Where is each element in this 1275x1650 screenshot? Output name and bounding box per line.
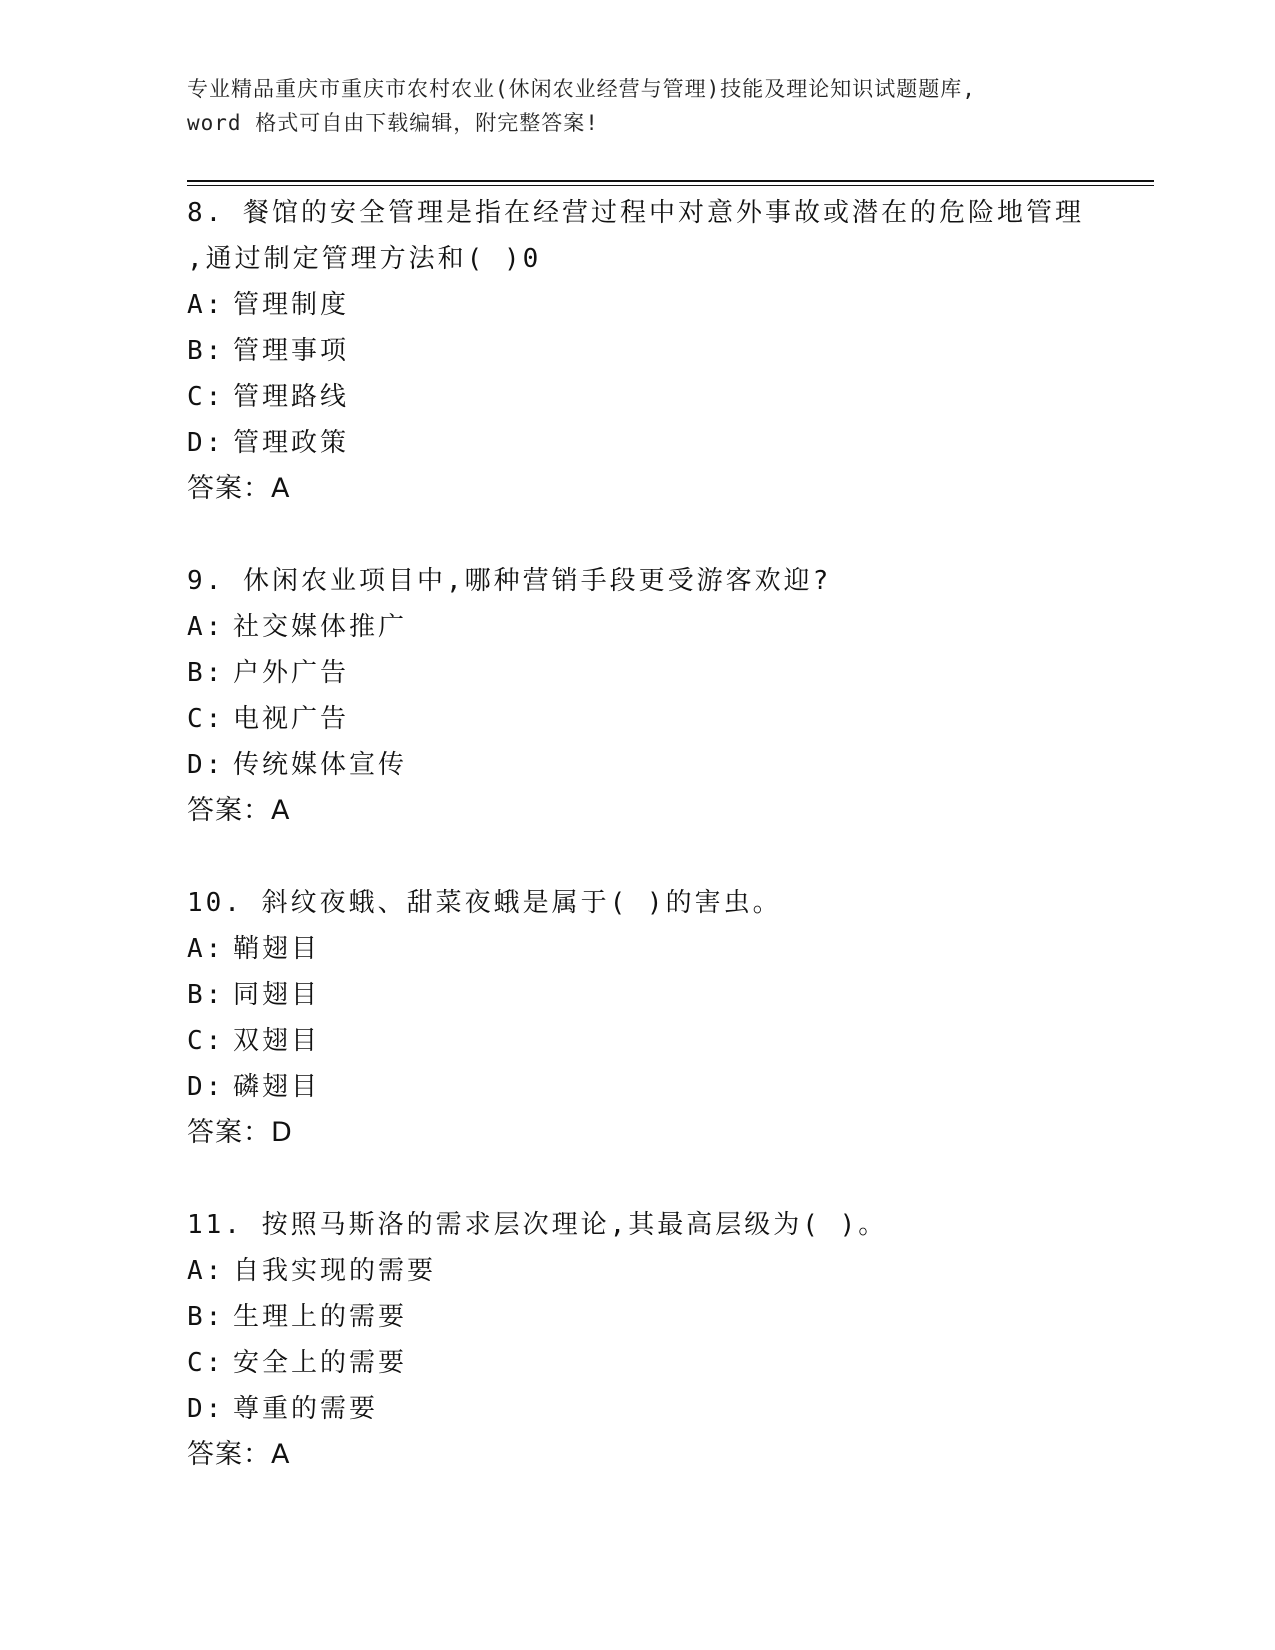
option-letter: C: <box>187 382 225 412</box>
option-text: 管理制度 <box>233 290 350 320</box>
option-text: 电视广告 <box>233 704 350 734</box>
header-divider-thin <box>187 185 1154 186</box>
question-item <box>187 880 1147 1156</box>
option-letter: C: <box>187 1026 225 1056</box>
option-b <box>187 650 1147 696</box>
option-letter: B: <box>187 658 225 688</box>
question-text: 9. 休闲农业项目中,哪种营销手段更受游客欢迎? <box>187 566 832 596</box>
option-a <box>187 1248 1147 1294</box>
option-letter: B: <box>187 336 225 366</box>
header-title-line-1: 专业精品重庆市重庆市农村农业(休闲农业经营与管理)技能及理论知识试题题库, <box>187 77 976 101</box>
option-letter: B: <box>187 980 225 1010</box>
question-text: 8. 餐馆的安全管理是指在经营过程中对意外事故或潜在的危险地管理 <box>187 198 1084 228</box>
option-letter: A: <box>187 934 225 964</box>
question-text: 11. 按照马斯洛的需求层次理论,其最高层级为( )。 <box>187 1210 888 1240</box>
option-d <box>187 742 1147 788</box>
option-text: 管理政策 <box>233 428 350 458</box>
option-c <box>187 696 1147 742</box>
option-c <box>187 374 1147 420</box>
option-letter: A: <box>187 290 225 320</box>
option-text: 管理路线 <box>233 382 350 412</box>
option-d <box>187 1386 1147 1432</box>
option-text: 管理事项 <box>233 336 350 366</box>
option-a <box>187 926 1147 972</box>
option-c <box>187 1018 1147 1064</box>
option-text: 社交媒体推广 <box>233 612 408 642</box>
question-text: 10. 斜纹夜蛾、甜菜夜蛾是属于( )的害虫。 <box>187 888 782 918</box>
option-letter: D: <box>187 1072 225 1102</box>
answer-line: 答案：A <box>187 795 291 826</box>
option-c <box>187 1340 1147 1386</box>
option-letter: D: <box>187 1394 225 1424</box>
option-b <box>187 972 1147 1018</box>
option-text: 户外广告 <box>233 658 350 688</box>
question-text-continued: ,通过制定管理方法和( )0 <box>187 244 542 274</box>
answer-line: 答案：D <box>187 1117 293 1148</box>
option-text: 尊重的需要 <box>233 1394 379 1424</box>
option-text: 安全上的需要 <box>233 1348 408 1378</box>
option-text: 生理上的需要 <box>233 1302 408 1332</box>
option-text: 同翅目 <box>233 980 321 1010</box>
option-d <box>187 1064 1147 1110</box>
option-a <box>187 604 1147 650</box>
answer-line: 答案：A <box>187 1439 291 1470</box>
header-title-line-2: word 格式可自由下载编辑，附完整答案! <box>187 111 599 135</box>
question-item <box>187 1202 1147 1478</box>
option-text: 自我实现的需要 <box>233 1256 437 1286</box>
option-d <box>187 420 1147 466</box>
question-list <box>187 190 1147 1524</box>
question-item <box>187 558 1147 834</box>
option-text: 鞘翅目 <box>233 934 321 964</box>
header-divider-thick <box>187 180 1154 182</box>
option-letter: A: <box>187 612 225 642</box>
document-header <box>187 72 1087 140</box>
option-letter: C: <box>187 1348 225 1378</box>
answer-line: 答案：A <box>187 473 291 504</box>
option-letter: A: <box>187 1256 225 1286</box>
option-text: 磷翅目 <box>233 1072 321 1102</box>
option-b <box>187 328 1147 374</box>
option-a <box>187 282 1147 328</box>
option-b <box>187 1294 1147 1340</box>
question-item <box>187 190 1147 512</box>
option-letter: B: <box>187 1302 225 1332</box>
option-letter: D: <box>187 428 225 458</box>
option-letter: D: <box>187 750 225 780</box>
option-text: 传统媒体宣传 <box>233 750 408 780</box>
option-text: 双翅目 <box>233 1026 321 1056</box>
option-letter: C: <box>187 704 225 734</box>
